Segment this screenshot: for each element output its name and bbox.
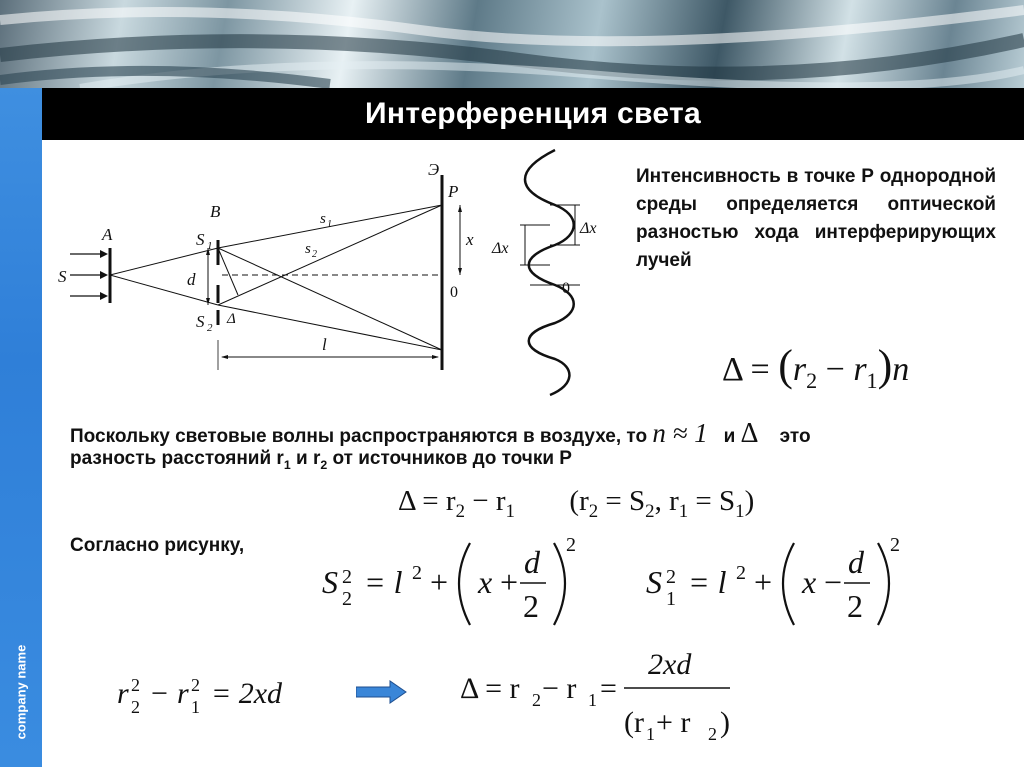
sentence-this: это (779, 426, 811, 447)
f4-rhs-sup: 2 (736, 562, 746, 584)
f5-rhs: = 2xd (211, 677, 283, 710)
f6-eq: = (600, 672, 617, 705)
label-screen: Э (428, 160, 440, 179)
f5-r2: r (117, 677, 129, 710)
label-zero: 0 (450, 284, 458, 301)
f4-d: d (848, 544, 864, 580)
f6-lhs: Δ = r (460, 672, 520, 705)
f4-outer-sup: 2 (890, 535, 900, 556)
f3-two: 2 (523, 588, 539, 624)
f2-sub1: 1 (505, 500, 515, 522)
sentence-sub1: 1 (283, 457, 291, 472)
f2-paren-c: , r (654, 485, 679, 517)
formula-s2-squared (318, 535, 618, 635)
formula-optical-path: $\Delta = (r_2 - r_1)n$ (722, 341, 910, 393)
title-bar (42, 88, 1024, 140)
label-dx-right: Δx (580, 220, 597, 237)
sentence-line-2 (70, 448, 572, 472)
f4-two: 2 (847, 588, 863, 624)
f6-numerator: 2xd (648, 648, 692, 681)
f4-op: − (824, 564, 843, 600)
label-S1-sub: 1 (207, 240, 213, 252)
f3-rhs-sup: 2 (412, 562, 422, 584)
label-S2-sub: 2 (207, 322, 213, 334)
header-banner-image (0, 0, 1024, 88)
interference-diagram (50, 145, 620, 410)
f2-paren-b: = S (598, 485, 646, 517)
sentence-line2-b: и r (290, 448, 321, 469)
f1-r1-sub: 1 (866, 367, 878, 393)
label-B: B (210, 202, 221, 221)
f3-sup: 2 (342, 566, 352, 588)
f2-mid: − r (464, 485, 506, 517)
label-S: S (58, 267, 67, 286)
f6-sub2: 2 (532, 690, 541, 710)
f4-rhs: = l (688, 564, 727, 600)
f3-right-paren (554, 543, 565, 625)
according-text: Согласно рисунку, (70, 535, 245, 556)
intensity-wave (525, 150, 574, 395)
f4-x: x (802, 564, 817, 600)
f6-den-a: (r (624, 706, 644, 739)
sentence-sub2: 2 (320, 457, 328, 472)
f1-minus: − (825, 351, 845, 388)
sentence-line2-a: разность расстояний r (70, 448, 284, 469)
banner-texture (0, 0, 1024, 88)
f2-paren-sub2: 2 (588, 500, 599, 522)
f5-minus: − (151, 677, 168, 710)
label-d: d (187, 270, 196, 289)
f3-d: d (524, 544, 540, 580)
f6-sub1: 1 (588, 690, 597, 710)
intensity-description: Интенсивность в точке Р однородной среды определяется оптической разностью хода интерферирующих лучей (636, 166, 996, 271)
label-S1: S (196, 230, 205, 249)
f3-x: x (478, 564, 493, 600)
f3-outer-sup: 2 (566, 535, 576, 556)
sentence-line-1 (70, 418, 811, 450)
f1-r2: r (792, 351, 807, 388)
label-l: l (322, 335, 327, 354)
f4-plus: + (754, 564, 773, 600)
f5-r1-sub: 1 (191, 697, 200, 717)
label-delta: Δ (227, 311, 236, 327)
f4-S: S (646, 564, 662, 600)
source-arrows (70, 250, 108, 300)
sentence-n-approx: n ≈ 1 (652, 418, 708, 448)
formula-path-difference (398, 485, 754, 523)
f1-n: n (892, 351, 910, 388)
implies-arrow-icon (356, 680, 408, 704)
f3-S: S (322, 564, 338, 600)
f5-r2-sup: 2 (131, 675, 140, 695)
f1-r1: r (853, 351, 867, 388)
rays (110, 205, 460, 370)
formula-r-squared-difference (115, 665, 315, 725)
f2-main: Δ = r (398, 485, 456, 517)
f6-den-sub2: 2 (708, 724, 717, 744)
dimension-arrowheads (206, 205, 462, 359)
f2-paren-sub1b: 1 (735, 500, 745, 522)
f2-sub2: 2 (455, 500, 465, 522)
f5-r1-sup: 2 (191, 675, 200, 695)
company-name: company name (13, 644, 29, 740)
f4-right-paren (878, 543, 889, 625)
f6-den-sub1: 1 (646, 724, 655, 744)
label-S2: S (196, 312, 205, 331)
sentence-delta: Δ (740, 418, 759, 449)
label-s2-path: s (305, 241, 311, 257)
f6-mid: − r (542, 672, 577, 705)
f3-op: + (500, 564, 519, 600)
f3-rhs: = l (364, 564, 403, 600)
slide-title: Интерференция света (365, 97, 701, 130)
f2-paren-e: ) (744, 485, 755, 517)
sentence-and: и (723, 426, 736, 447)
label-wave-zero: 0 (562, 280, 570, 297)
f2-paren-sub2b: 2 (645, 500, 655, 522)
sentence-part1: Поскольку световые волны распространяются в воздухе, то (70, 426, 648, 447)
label-s1-path: s (320, 211, 326, 227)
f2-paren-d: = S (688, 485, 736, 517)
label-s2-path-sub: 2 (312, 249, 317, 260)
f2-paren-a: (r (569, 485, 589, 517)
f5-r2-sub: 2 (131, 697, 140, 717)
label-P: P (448, 182, 459, 201)
label-A: A (102, 225, 113, 244)
label-dx-left: Δx (492, 240, 509, 257)
formula-delta-result (458, 640, 738, 750)
f1-r2-sub: 2 (806, 367, 818, 393)
f1-eq: = (750, 351, 770, 388)
f1-delta: Δ (722, 351, 742, 388)
f3-sub: 2 (342, 588, 352, 610)
label-s1-path-sub: 1 (327, 219, 332, 230)
f4-sub: 1 (666, 588, 676, 610)
f6-den-b: + r (656, 706, 691, 739)
f5-r1: r (177, 677, 189, 710)
f3-left-paren (459, 543, 470, 625)
f6-den-c: ) (720, 706, 730, 739)
formula-s1-squared (642, 535, 922, 635)
f2-paren-sub1: 1 (678, 500, 689, 522)
f4-left-paren (783, 543, 794, 625)
label-x: x (466, 230, 474, 249)
f4-sup: 2 (666, 566, 676, 588)
sentence-line2-c: от источников до точки Р (327, 448, 572, 469)
f3-plus: + (430, 564, 449, 600)
